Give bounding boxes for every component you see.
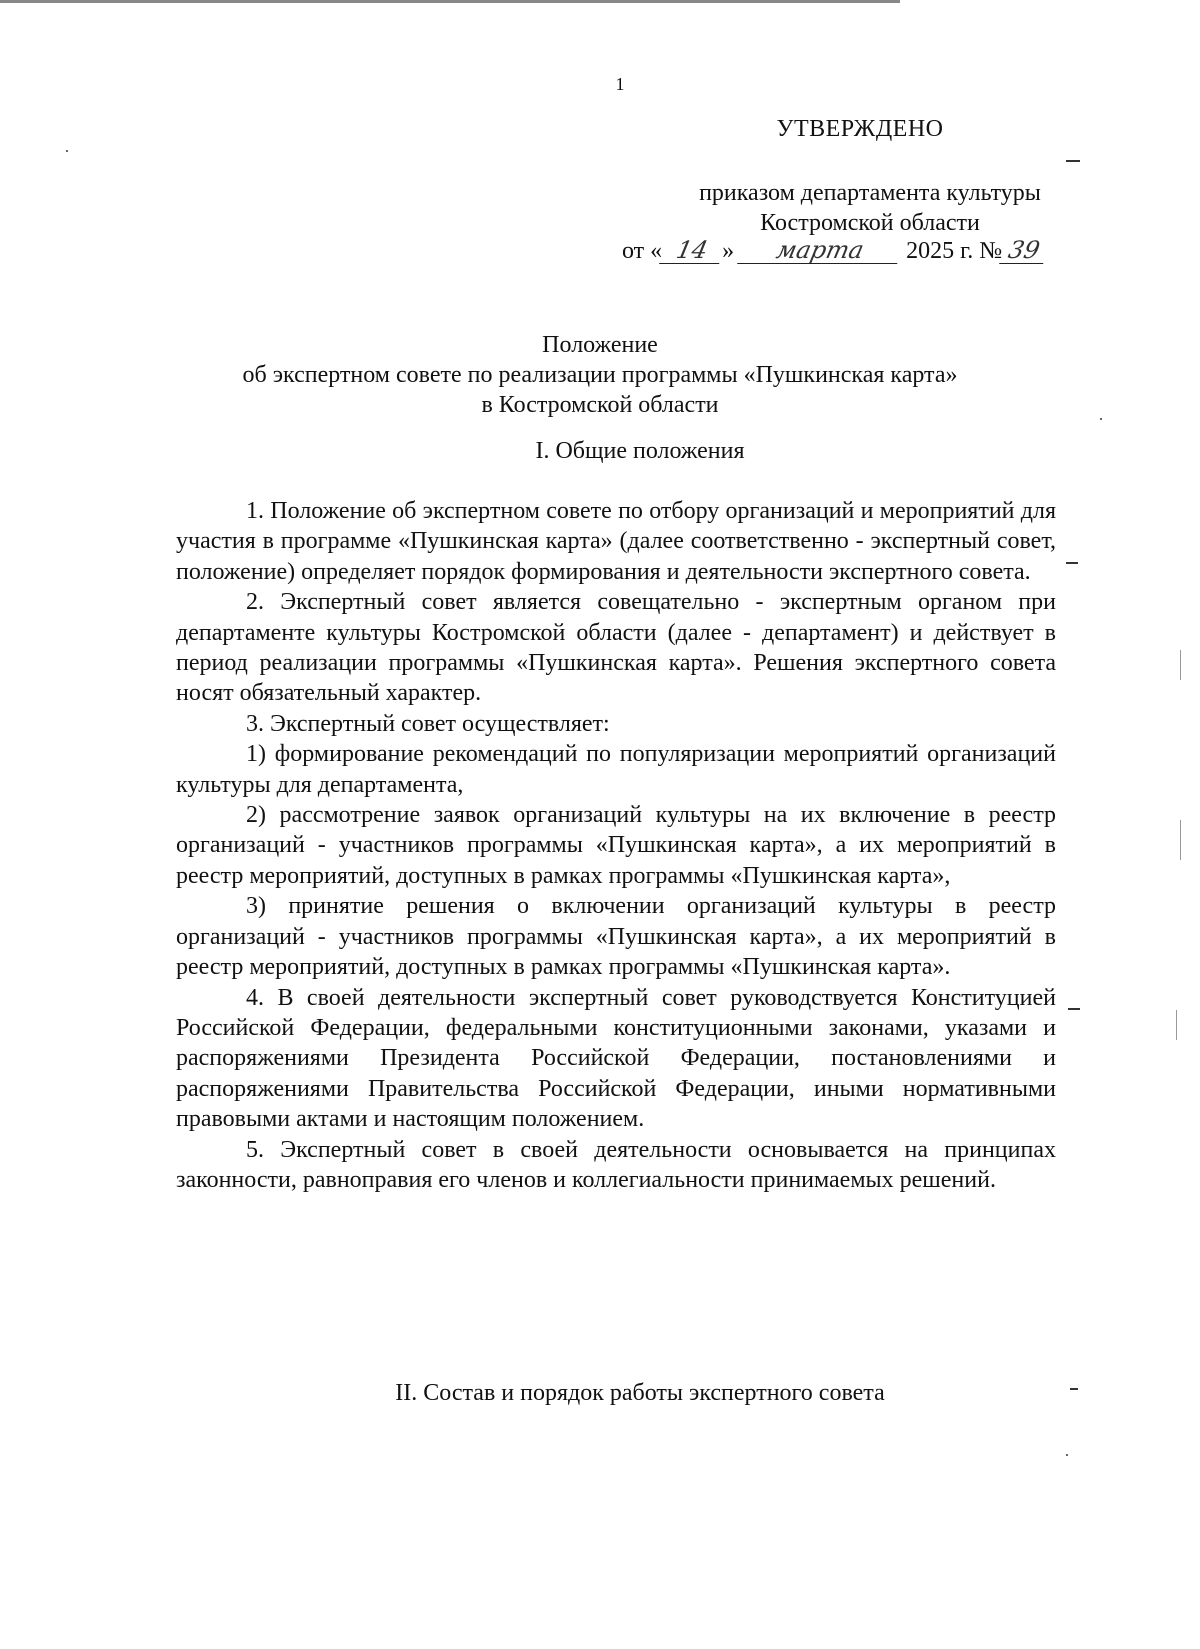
paragraph: 2) рассмотрение заявок организаций культуры на их включение в реестр организаций - участников программы «Пушкинская карта», а их мероприятий в реестр мероприятий, доступных в рамках программы «Пушкинская карта», [176,802,1056,889]
scan-line [1176,1010,1177,1040]
scan-dot [66,150,68,152]
scan-mark [1066,160,1080,162]
scan-line [1180,820,1181,860]
scan-line [1180,650,1181,680]
approval-stamp-title: УТВЕРЖДЕНО [776,116,944,142]
section-heading: I. Общие положения [535,438,745,464]
document-title [140,330,1060,420]
scan-edge-top [0,0,900,3]
paragraph: 4. В своей деятельности экспертный совет руководствуется Конституцией Российской Федерации, федеральными конституционными законами, указами и распоряжениями Президента Российской Федерации, постановлениями и распоряжениями Правительства Российской Федерации, иными нормативными правовыми актами и настоящим положением. [176,984,1056,1133]
approval-date-line [622,236,1122,266]
section-body [176,496,1056,1195]
scan-mark [1066,562,1078,564]
paragraph: 3) принятие решения о включении организаций культуры в реестр организаций - участников программы «Пушкинская карта», а их мероприятий в реестр мероприятий, доступных в рамках программы «Пушкинская карта». [176,893,1056,981]
approval-order-line: Костромской области [760,210,980,236]
date-year: 2025 г. № [906,238,1003,264]
paragraph: 2. Экспертный совет является совещательно - экспертным органом при департаменте культуры Костромской области (далее - департамент) и действует в период реализации программы «Пушкинская карта». Решения экспертного совета носят обязательный характер. [176,589,1056,707]
paragraph: 5. Экспертный совет в своей деятельности основывается на принципах законности, равноправия его членов и коллегиальности принимаемых решений. [176,1136,1056,1193]
date-quote-close: » [722,238,735,264]
scan-mark [1068,1008,1080,1010]
section-heading: II. Состав и порядок работы экспертного совета [395,1380,885,1406]
title-line: в Костромской области [481,392,719,418]
page-number: 1 [615,74,625,94]
scan-dot [1066,1454,1068,1456]
handwritten-order-number: 39 [999,237,1049,264]
handwritten-month: марта [737,237,903,264]
scan-dot [1100,418,1102,420]
handwritten-day: 14 [659,237,725,264]
paragraph: 1. Положение об экспертном совете по отбору организаций и мероприятий для участия в программе «Пушкинская карта» (далее соответственно - экспертный совет, положение) определяет порядок формирования и деятельности экспертного совета. [176,498,1056,585]
paragraph: 1) формирование рекомендаций по популяризации мероприятий организаций культуры для департамента, [176,741,1056,798]
approval-order-line: приказом департамента культуры [699,180,1041,206]
paragraph: 3. Экспертный совет осуществляет: [246,710,610,737]
title-line: об экспертном совете по реализации программы «Пушкинская карта» [242,362,958,388]
title-line: Положение [542,332,658,358]
date-prefix: от « [622,238,663,264]
